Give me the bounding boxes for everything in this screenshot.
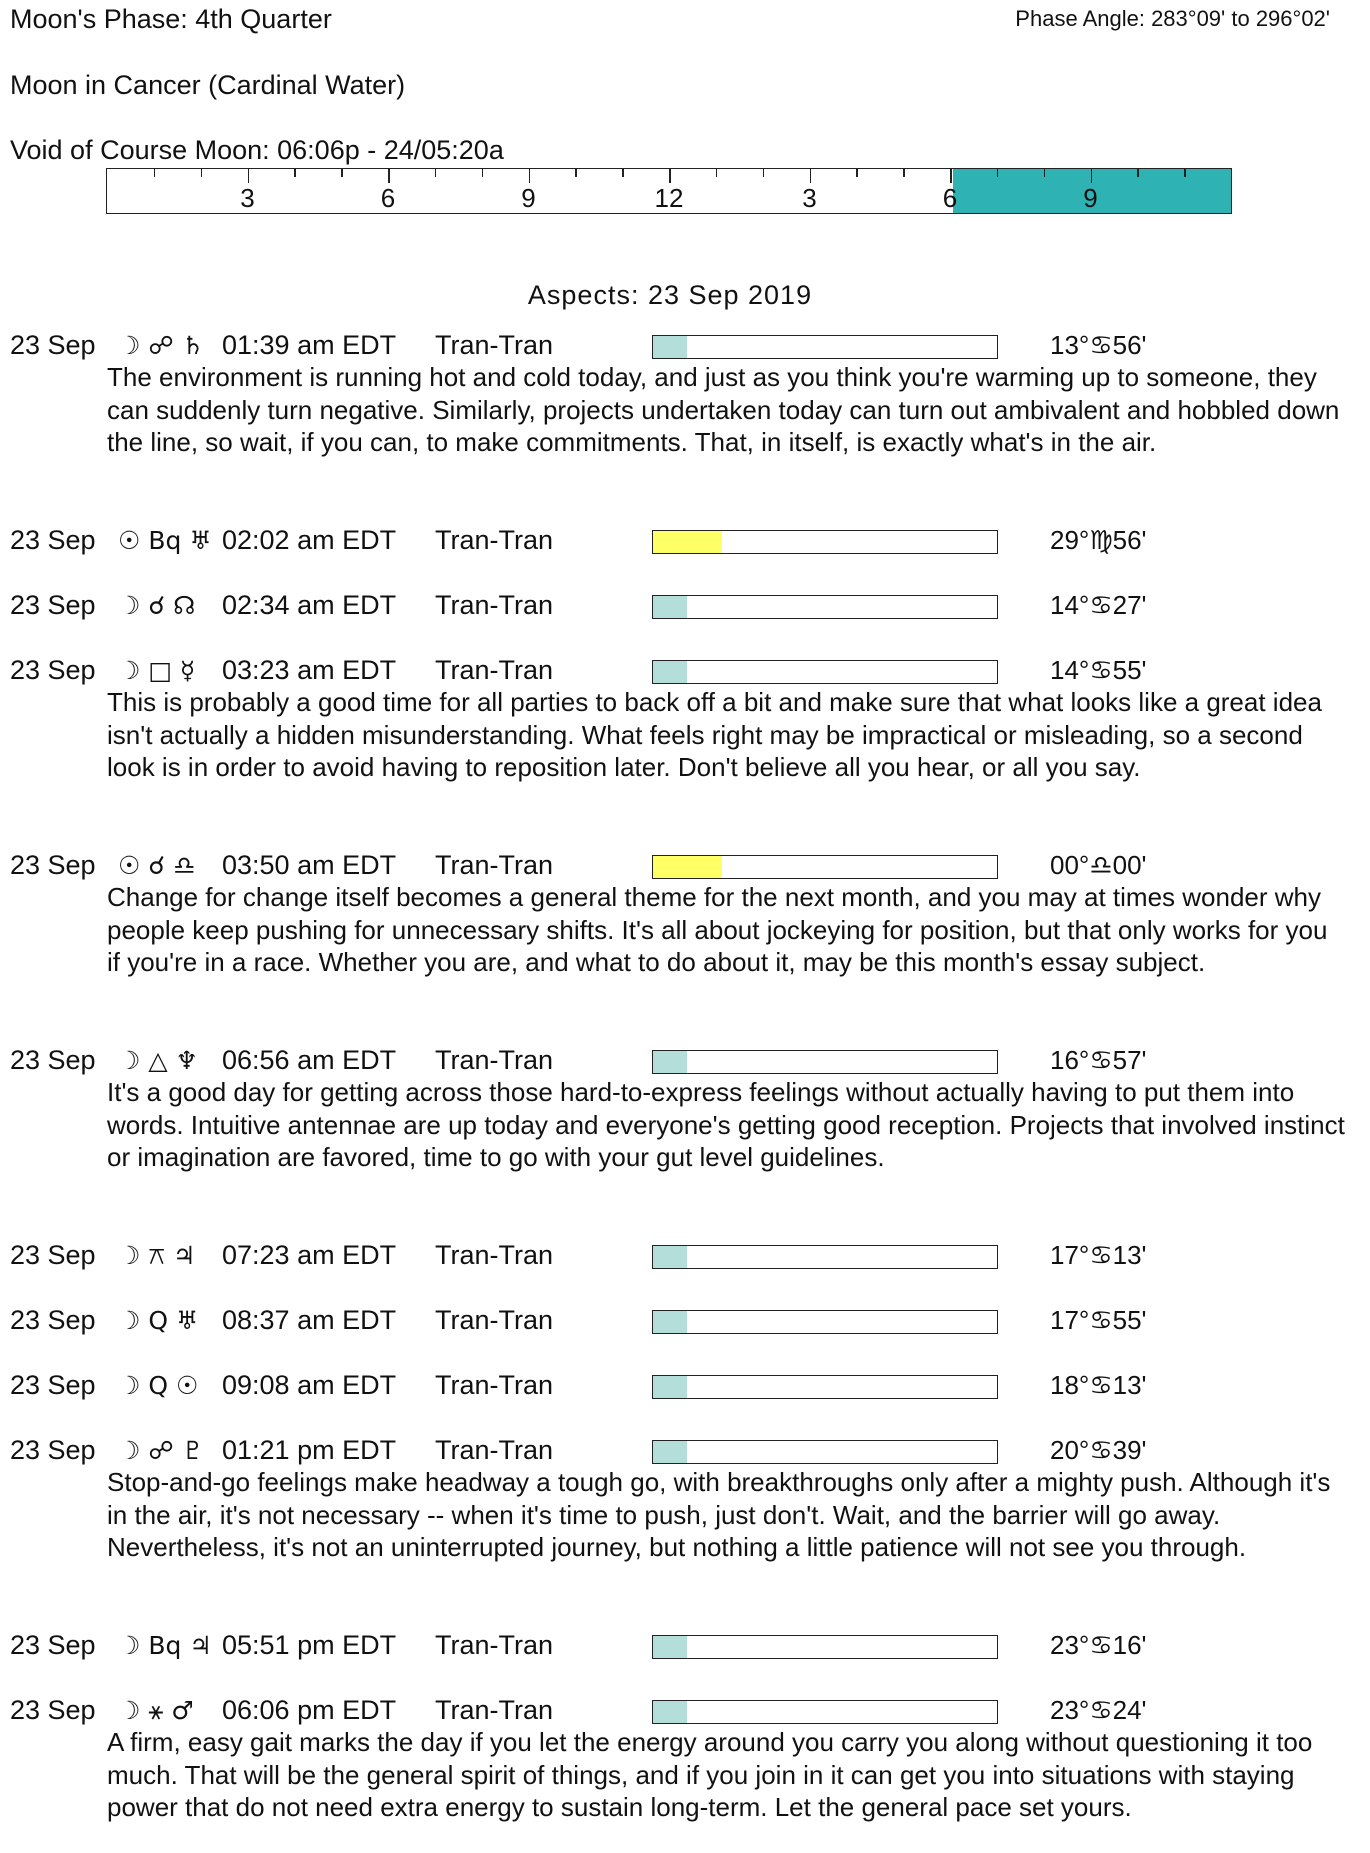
aspect-strength-fill: [653, 1701, 687, 1723]
aspect-strength-bar: [652, 660, 998, 684]
timeline-tick: [903, 169, 905, 177]
aspects-title: Aspects: 23 Sep 2019: [527, 280, 813, 310]
aspect-glyphs-icon: ☽ ☍ ♇: [118, 1436, 205, 1465]
aspect-date: 23 Sep: [10, 1240, 96, 1270]
timeline-tick: [294, 169, 296, 177]
aspect-strength-bar: [652, 1375, 998, 1399]
aspect-position: 20°♋39': [1050, 1435, 1147, 1465]
aspect-type: Tran-Tran: [435, 525, 554, 555]
timeline-tick: [810, 169, 812, 183]
aspect-position: 17°♋55': [1050, 1305, 1147, 1335]
aspect-glyphs-icon: ☽ □ ☿: [118, 656, 196, 685]
aspect-date: 23 Sep: [10, 655, 96, 685]
aspect-strength-fill: [653, 856, 722, 878]
aspect-strength-bar: [652, 595, 998, 619]
aspect-position: 00°♎00': [1050, 850, 1147, 880]
aspect-glyphs-icon: ☽ Q ☉: [118, 1371, 199, 1400]
timeline-tick: [388, 169, 390, 183]
aspect-time: 06:06 pm EDT: [222, 1695, 397, 1725]
aspect-date: 23 Sep: [10, 1305, 96, 1335]
aspect-date: 23 Sep: [10, 1370, 96, 1400]
aspect-glyphs-icon: ☽ ⚻ ♃: [118, 1241, 196, 1270]
timeline-tick: [997, 169, 999, 177]
aspect-strength-fill: [653, 596, 687, 618]
void-of-course-timeline: [106, 168, 1232, 214]
aspect-strength-bar: [652, 1245, 998, 1269]
aspect-type: Tran-Tran: [435, 590, 554, 620]
aspect-time: 02:02 am EDT: [222, 525, 397, 555]
aspect-type: Tran-Tran: [435, 1240, 554, 1270]
timeline-tick-label: 3: [802, 183, 817, 213]
aspect-type: Tran-Tran: [435, 1435, 554, 1465]
aspect-date: 23 Sep: [10, 1045, 96, 1075]
aspect-time: 06:56 am EDT: [222, 1045, 397, 1075]
moon-phase: Moon's Phase: 4th Quarter: [10, 4, 332, 34]
aspect-strength-fill: [653, 1051, 687, 1073]
aspect-position: 23°♋16': [1050, 1630, 1147, 1660]
timeline-tick: [1091, 169, 1093, 183]
timeline-tick: [1137, 169, 1139, 177]
aspect-type: Tran-Tran: [435, 1370, 554, 1400]
timeline-tick: [575, 169, 577, 177]
aspect-type: Tran-Tran: [435, 1305, 554, 1335]
aspect-strength-fill: [653, 1376, 687, 1398]
aspect-type: Tran-Tran: [435, 850, 554, 880]
timeline-tick-label: 6: [380, 183, 396, 213]
aspect-strength-bar: [652, 1310, 998, 1334]
timeline-tick: [341, 169, 343, 177]
aspect-glyphs-icon: ☽ Q ♅: [118, 1306, 199, 1335]
aspect-glyphs-icon: ☉ Bq ♅: [118, 526, 212, 555]
aspect-glyphs-icon: ☽ Bq ♃: [118, 1631, 212, 1660]
aspect-date: 23 Sep: [10, 1695, 96, 1725]
aspect-strength-fill: [653, 1246, 687, 1268]
phase-angle: Phase Angle: 283°09' to 296°02': [1015, 6, 1330, 31]
timeline-tick: [529, 169, 531, 183]
aspect-type: Tran-Tran: [435, 1045, 554, 1075]
timeline-tick-label: 9: [521, 183, 536, 213]
aspect-position: 16°♋57': [1050, 1045, 1147, 1075]
aspect-date: 23 Sep: [10, 1630, 96, 1660]
aspect-position: 14°♋55': [1050, 655, 1147, 685]
aspect-date: 23 Sep: [10, 590, 96, 620]
timeline-tick: [763, 169, 765, 177]
aspect-position: 18°♋13': [1050, 1370, 1147, 1400]
aspect-position: 14°♋27': [1050, 590, 1147, 620]
aspect-time: 07:23 am EDT: [222, 1240, 397, 1270]
aspect-glyphs-icon: ☽ ☌ ☊: [118, 591, 196, 620]
aspect-strength-bar: [652, 1440, 998, 1464]
timeline-tick: [1184, 169, 1186, 177]
timeline-tick: [201, 169, 203, 177]
aspect-type: Tran-Tran: [435, 1695, 554, 1725]
aspect-date: 23 Sep: [10, 330, 96, 360]
aspect-time: 01:21 pm EDT: [222, 1435, 397, 1465]
aspect-time: 02:34 am EDT: [222, 590, 397, 620]
timeline-tick: [482, 169, 484, 177]
timeline-tick: [622, 169, 624, 177]
aspect-strength-fill: [653, 661, 687, 683]
aspect-description: A firm, easy gait marks the day if you let the energy around you carry you along without questioning it too much. That will be the general spirit of things, and if you join in it can get you into situations with staying power that do not need extra energy to sustain long-term. Let the general pace set yours.: [107, 1727, 1313, 1822]
aspect-glyphs-icon: ☽ ⚹ ♂: [118, 1696, 194, 1725]
aspect-type: Tran-Tran: [435, 330, 554, 360]
void-of-course: Void of Course Moon: 06:06p - 24/05:20a: [10, 135, 504, 165]
aspect-description: Stop-and-go feelings make headway a tough go, with breakthroughs only after a mighty push. Although it's in the air, it's not necessary -- when it's time to push, just don't. Wait, and the barrier will go away. Nevertheless, it's not an uninterrupted journey, but nothing a little patience will not see you through.: [107, 1467, 1331, 1562]
aspect-strength-bar: [652, 335, 998, 359]
timeline-tick: [1044, 169, 1046, 177]
aspect-time: 05:51 pm EDT: [222, 1630, 397, 1660]
timeline-tick: [856, 169, 858, 177]
aspect-strength-bar: [652, 1700, 998, 1724]
aspect-position: 17°♋13': [1050, 1240, 1147, 1270]
timeline-tick: [248, 169, 250, 183]
aspect-position: 23°♋24': [1050, 1695, 1147, 1725]
aspect-time: 03:50 am EDT: [222, 850, 397, 880]
aspect-strength-bar: [652, 1635, 998, 1659]
timeline-tick: [669, 169, 671, 183]
aspect-glyphs-icon: ☽ △ ♆: [118, 1046, 198, 1075]
timeline-tick-label: 6: [942, 183, 958, 213]
aspect-description: This is probably a good time for all parties to back off a bit and make sure that what looks like a great idea isn't actually a hidden misunderstanding. What feels right may be impractical or misleading, so a second look is in order to avoid having to reposition later. Don't believe all you hear, or all you say.: [107, 687, 1322, 782]
aspect-date: 23 Sep: [10, 525, 96, 555]
timeline-tick: [950, 169, 952, 183]
timeline-tick-label: 9: [1083, 183, 1098, 213]
aspect-strength-fill: [653, 1441, 687, 1463]
aspect-time: 08:37 am EDT: [222, 1305, 397, 1335]
aspect-description: The environment is running hot and cold today, and just as you think you're warming up to someone, they can suddenly turn negative. Similarly, projects undertaken today can turn out ambivalent and hobbled down the line, so wait, if you can, to make commitments. That, in itself, is exactly what's in the air.: [107, 362, 1340, 457]
aspect-date: 23 Sep: [10, 1435, 96, 1465]
aspect-position: 29°♍56': [1050, 525, 1147, 555]
timeline-tick-label: 3: [240, 183, 255, 213]
timeline-tick: [154, 169, 156, 177]
aspect-date: 23 Sep: [10, 850, 96, 880]
aspect-time: 03:23 am EDT: [222, 655, 397, 685]
aspect-strength-fill: [653, 531, 722, 553]
aspect-glyphs-icon: ☽ ☍ ♄: [118, 331, 205, 360]
aspect-time: 01:39 am EDT: [222, 330, 397, 360]
moon-sign: Moon in Cancer (Cardinal Water): [10, 70, 406, 100]
aspect-description: Change for change itself becomes a general theme for the next month, and you may at times wonder why people keep pushing for unnecessary shifts. It's all about jockeying for position, but that only works for you if you're in a race. Whether you are, and what to do about it, may be this month's essay subject.: [107, 882, 1328, 977]
aspect-strength-bar: [652, 530, 998, 554]
timeline-tick: [716, 169, 718, 177]
aspect-strength-fill: [653, 1311, 687, 1333]
aspect-strength-bar: [652, 1050, 998, 1074]
aspect-strength-bar: [652, 855, 998, 879]
aspect-strength-fill: [653, 336, 687, 358]
aspect-type: Tran-Tran: [435, 655, 554, 685]
aspect-description: It's a good day for getting across those hard-to-express feelings without actually having to put them into words. Intuitive antennae are up today and everyone's getting good reception. Projects that involved instinct or imagination are favored, time to go with your gut level guidelines.: [107, 1077, 1345, 1172]
aspect-glyphs-icon: ☉ ☌ ♎: [118, 851, 196, 880]
aspect-type: Tran-Tran: [435, 1630, 554, 1660]
timeline-tick-label: 12: [654, 183, 684, 213]
aspect-strength-fill: [653, 1636, 687, 1658]
aspect-position: 13°♋56': [1050, 330, 1147, 360]
aspect-time: 09:08 am EDT: [222, 1370, 397, 1400]
timeline-tick: [435, 169, 437, 177]
